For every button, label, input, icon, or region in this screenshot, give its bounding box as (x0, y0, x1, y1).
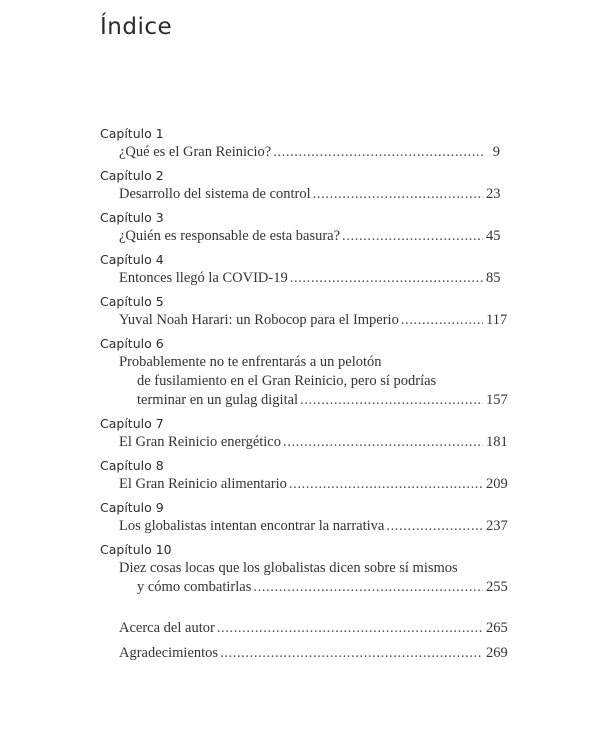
toc-chapter-6[interactable] (100, 335, 508, 410)
chapter-title-line (100, 433, 508, 452)
toc-chapter-10[interactable] (100, 541, 508, 597)
toc-chapter-8[interactable] (100, 457, 508, 494)
dot-leader (273, 143, 483, 162)
dot-leader (313, 185, 483, 204)
dot-leader (290, 269, 483, 288)
toc-chapter-9[interactable] (100, 499, 508, 536)
chapter-title: Yuval Noah Harari: un Robocop para el Imperio (119, 312, 399, 328)
chapter-title-line (100, 269, 500, 288)
dot-leader (342, 227, 483, 246)
chapter-label: Capítulo 2 (100, 168, 164, 183)
toc-chapter-4[interactable] (100, 251, 500, 288)
toc-entry-agradecimientos[interactable] (100, 644, 508, 663)
chapter-label: Capítulo 4 (100, 252, 164, 267)
chapter-title-line (100, 517, 508, 536)
dot-leader (289, 475, 483, 494)
chapter-title: y cómo combatirlas (137, 579, 252, 595)
chapter-label: Capítulo 1 (100, 126, 164, 141)
chapter-title: El Gran Reinicio alimentario (119, 476, 287, 492)
dot-leader (253, 578, 483, 597)
toc-chapter-2[interactable] (100, 167, 500, 204)
chapter-title: ¿Quién es responsable de esta basura? (119, 228, 341, 244)
page-number: 23 (486, 186, 501, 202)
dot-leader (300, 391, 483, 410)
chapter-title: Entonces llegó la COVID-19 (119, 270, 288, 286)
chapter-title-line (100, 311, 508, 330)
page-number: 269 (486, 645, 508, 661)
chapter-title-line (100, 185, 500, 204)
dot-leader (220, 644, 483, 663)
chapter-title-line (100, 578, 508, 597)
page-number: 117 (486, 312, 508, 328)
entry-title: Agradecimientos (119, 645, 219, 661)
toc-chapter-3[interactable] (100, 209, 500, 246)
chapter-label: Capítulo 7 (100, 416, 164, 431)
chapter-title-line (100, 227, 500, 246)
dot-leader (283, 433, 483, 452)
page-number: 237 (486, 518, 508, 534)
toc-entry-acerca-del-autor[interactable] (100, 619, 508, 638)
dot-leader (386, 517, 483, 536)
chapter-title: El Gran Reinicio energético (119, 434, 281, 450)
chapter-label: Capítulo 8 (100, 458, 164, 473)
dot-leader (401, 311, 483, 330)
chapter-label: Capítulo 10 (100, 542, 172, 557)
page-number: 45 (486, 228, 501, 244)
page-number: 255 (486, 579, 508, 595)
toc-chapter-1[interactable] (100, 125, 500, 162)
page-number: 181 (486, 434, 508, 450)
entry-title: Acerca del autor (119, 620, 215, 636)
chapter-title: ¿Qué es el Gran Reinicio? (119, 144, 272, 160)
chapter-title-line (100, 143, 500, 162)
chapter-label: Capítulo 9 (100, 500, 164, 515)
table-of-contents (100, 125, 508, 669)
chapter-title-line (100, 391, 508, 410)
chapter-title-line (100, 475, 508, 494)
page-title: Índice (100, 14, 173, 40)
chapter-title-line: de fusilamiento en el Gran Reinicio, pero sí podrías (137, 373, 437, 389)
toc-chapter-5[interactable] (100, 293, 508, 330)
backmatter (100, 619, 508, 663)
page-number: 157 (486, 392, 508, 408)
chapter-title: terminar en un gulag digital (137, 392, 299, 408)
page-number: 85 (486, 270, 501, 286)
chapter-title: Los globalistas intentan encontrar la narrativa (119, 518, 385, 534)
chapter-title: Desarrollo del sistema de control (119, 186, 311, 202)
page-number: 209 (486, 476, 508, 492)
dot-leader (217, 619, 483, 638)
chapter-label: Capítulo 6 (100, 336, 164, 351)
toc-chapter-7[interactable] (100, 415, 508, 452)
chapter-title-line: Probablemente no te enfrentarás a un pelotón (119, 354, 382, 370)
page-number: 9 (492, 144, 500, 160)
chapter-title-line: Diez cosas locas que los globalistas dicen sobre sí mismos (119, 560, 458, 576)
page-number: 265 (486, 620, 508, 636)
chapter-label: Capítulo 5 (100, 294, 164, 309)
chapter-label: Capítulo 3 (100, 210, 164, 225)
